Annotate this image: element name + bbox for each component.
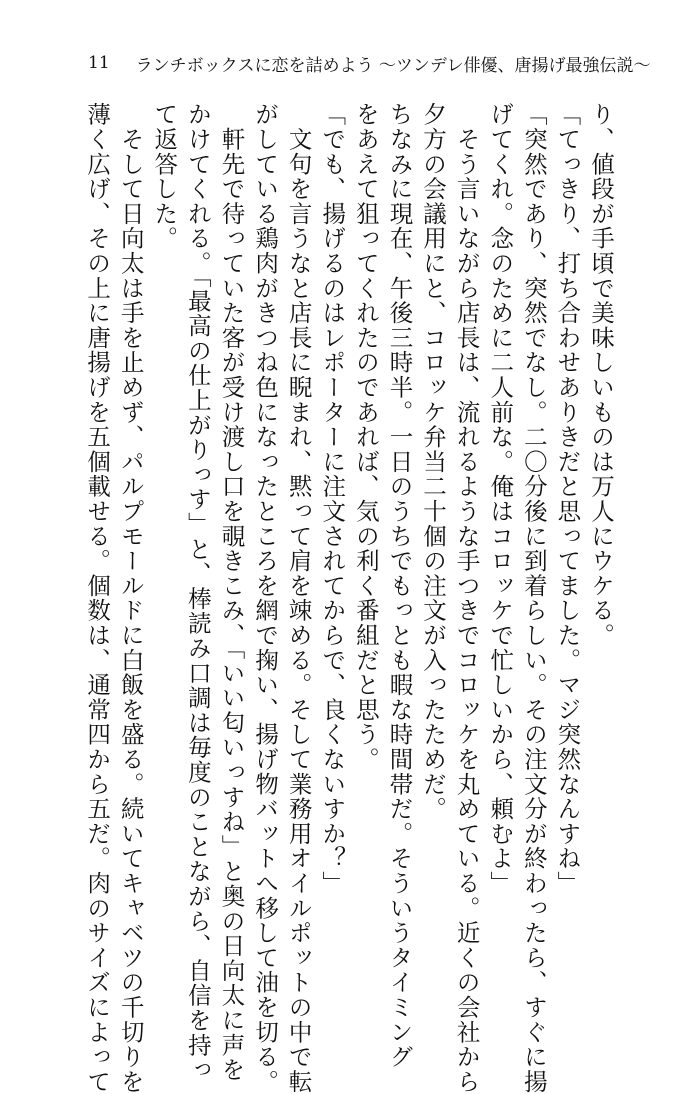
- page-number: 11: [88, 53, 110, 73]
- text-line: り、値段が手頃で美味しいものは万人にウケる。: [587, 102, 615, 648]
- text-line: ちなみに現在、午後三時半。一日のうちでもっとも暇な時間帯だ。そういうタイミング: [385, 102, 414, 1070]
- text-line: そして日向太は手を止めず、パルプモールドに白飯を盛る。続いてキャベツの千切りを: [116, 102, 145, 1094]
- text-line: 軒先で待っていた客が受け渡し口を覗きこみ、「いい匂いっすね」と奥の日向太に声を: [217, 102, 246, 1083]
- text-line: 「てっきり、打ち合わせありきだと思ってました。マジ突然なんすね」: [553, 102, 582, 896]
- running-header: [88, 48, 651, 78]
- text-line: をあえて狙ってくれたのであれば、気の利く番組だと思う。: [351, 102, 380, 772]
- text-line: 「でも、揚げるのはレポーターに注文されてからで、良くないすか？」: [318, 102, 347, 896]
- body-text: [69, 102, 617, 1094]
- text-line: 文句を言うなと店長に睨まれ、黙って肩を竦める。そして業務用オイルポットの中で転: [284, 102, 313, 1094]
- text-line: て返答した。: [150, 102, 179, 251]
- text-line: かけてくれる。「最高の仕上がりっす」と、棒読み口調は毎度のことながら、自信を持っ: [183, 102, 212, 1083]
- running-title: ランチボックスに恋を詰めよう 〜ツンデレ俳優、唐揚げ最強伝説〜: [135, 55, 651, 76]
- text-line: 薄く広げ、その上に唐揚げを五個載せる。個数は、通常四から五だ。肉のサイズによって: [83, 102, 112, 1094]
- text-line: げてくれ。念のために二人前な。俺はコロッケで忙しいから、頼むよ」: [486, 102, 515, 896]
- text-line: 夕方の会議用にと、コロッケ弁当二十個の注文が入ったためだ。: [419, 102, 448, 822]
- text-line: がしている鶏肉がきつね色になったところを網で掬い、揚げ物バットへ移して油を切る。: [251, 102, 280, 1094]
- text-line: 「突然であり、突然でなし。二〇分後に到着らしい。その注文分が終わったら、すぐに揚: [519, 102, 548, 1094]
- text-line: そう言いながら店長は、流れるような手つきでコロッケを丸めている。近くの会社から: [452, 102, 481, 1094]
